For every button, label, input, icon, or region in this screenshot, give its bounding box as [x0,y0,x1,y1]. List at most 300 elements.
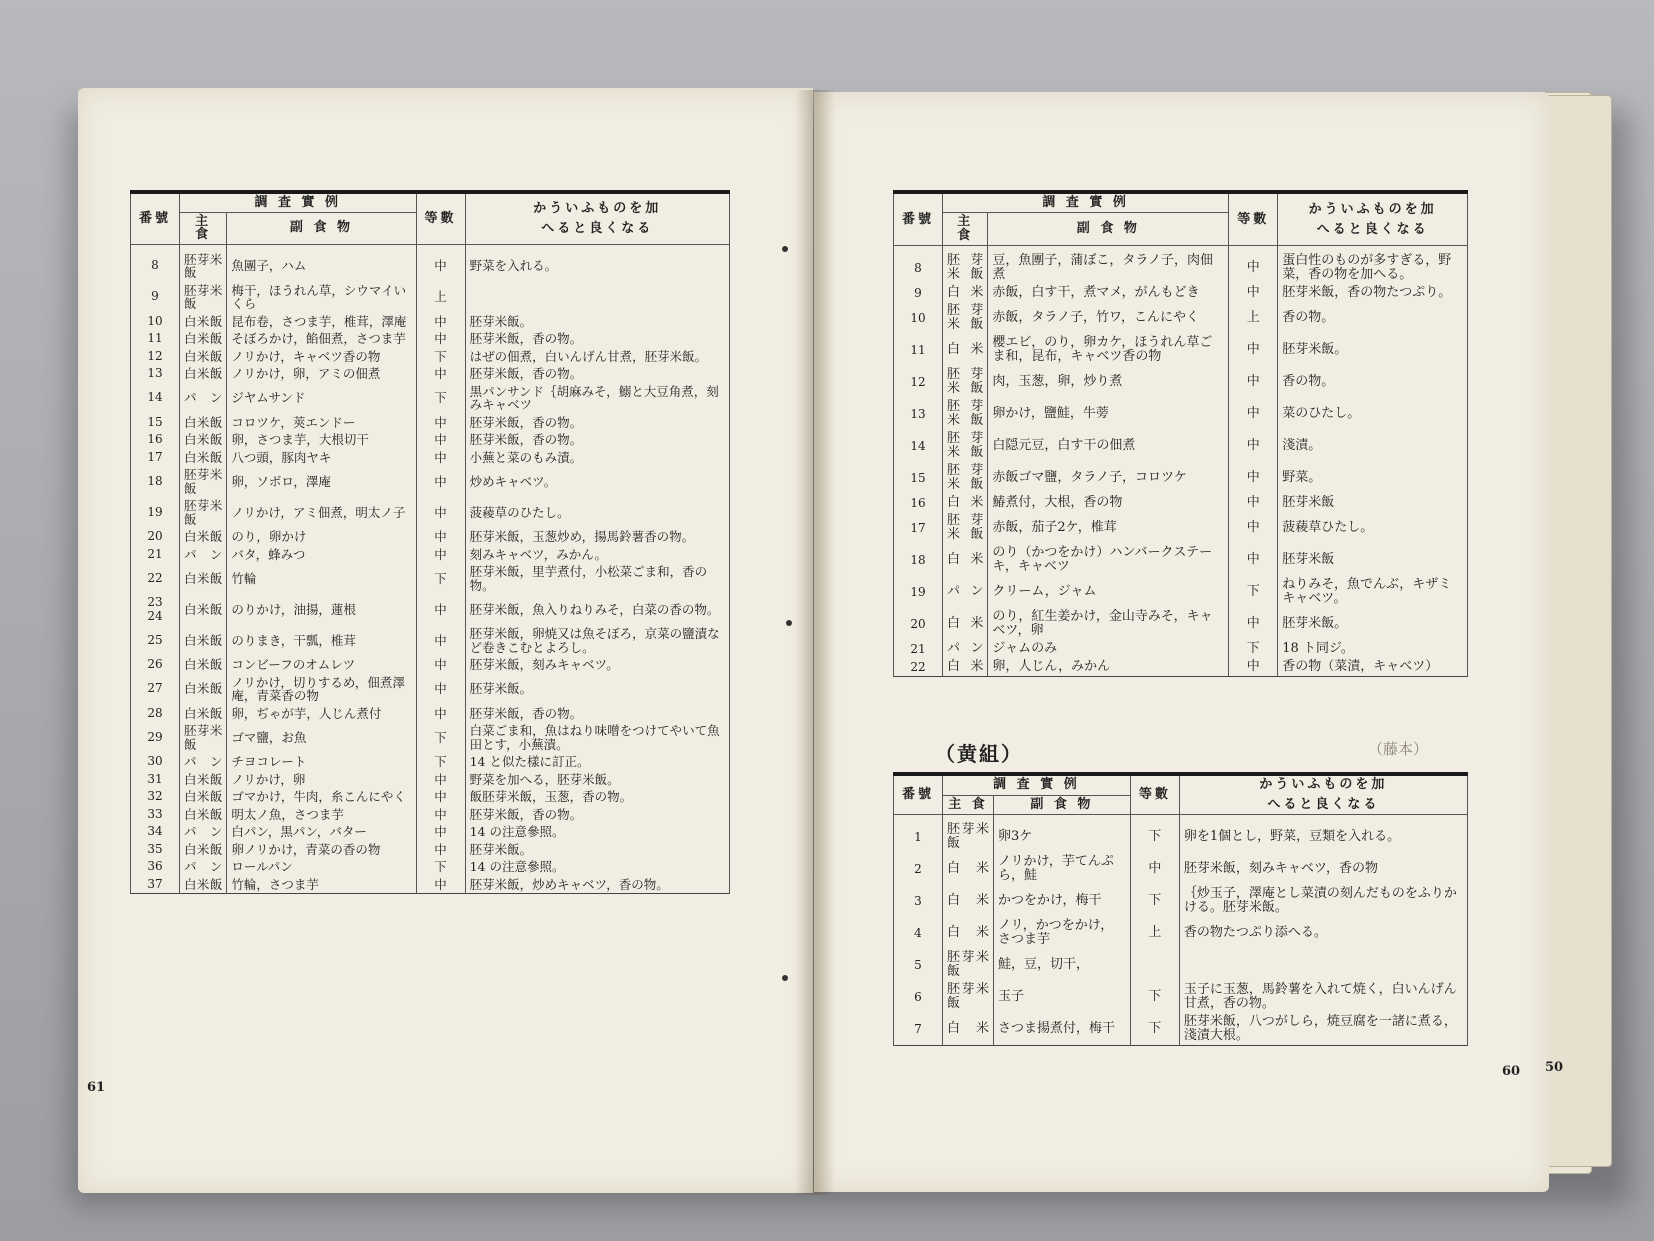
row-grade: 下 [1229,576,1278,608]
binding-hole [786,620,792,626]
row-main-dish: 白米飯 [180,449,227,467]
row-main-dish: パン [180,383,227,414]
row-main-dish: 胚芽米飯 [943,512,988,544]
row-suggestion: 胚芽米飯，香の物たつぷり。 [1278,284,1468,302]
book-gutter [795,90,835,1195]
table-row [894,544,1468,576]
row-main-dish: パン [180,753,227,771]
row-number: 22 [131,563,180,594]
row-grade [1130,949,1179,981]
row-grade: 中 [416,449,465,467]
row-main-dish: パン [180,858,227,876]
row-main-dish: 白米飯 [180,594,227,625]
row-main-dish: 白米 [943,853,994,885]
table-row [894,302,1468,334]
header-grade: 等數 [416,192,465,244]
row-main-dish: 白米 [943,494,988,512]
rows-right-bottom [894,815,1468,1046]
row-side-dish: のり（かつをかけ）ハンバークステーキ，キャベツ [988,544,1229,576]
header-grade: 等數 [1229,192,1278,246]
row-grade: 中 [1229,494,1278,512]
row-main-dish: 白米飯 [180,656,227,674]
binding-hole [782,975,788,981]
row-suggestion: ねりみそ，魚でんぶ，キザミキャベツ。 [1278,576,1468,608]
row-main-dish: パン [943,576,988,608]
row-number: 32 [131,788,180,806]
row-main-dish: 白米 [943,608,988,640]
row-side-dish: 卵，ソボロ，澤庵 [227,466,416,497]
row-side-dish: そぼろかけ，餡佃煮，さつま芋 [227,330,416,348]
table-row [894,576,1468,608]
row-side-dish: 赤飯，白す干，煮マメ，がんもどき [988,284,1229,302]
header-example: 調 査 實 例 [943,192,1229,213]
row-number: 20 [131,528,180,546]
row-main-dish: 胚芽米飯 [943,302,988,334]
header-example: 調 査 實 例 [180,192,417,212]
row-grade: 中 [416,771,465,789]
row-suggestion: 胚芽米飯，香の物。 [465,431,729,449]
row-side-dish: 赤飯，タラノ子，竹ワ，こんにやく [988,302,1229,334]
row-suggestion: 菠薐草のひたし。 [465,497,729,528]
row-suggestion: ｛炒玉子，澤庵とし菜漬の刻んだものをふりかける。胚芽米飯。 [1179,885,1467,917]
row-grade: 中 [416,656,465,674]
row-suggestion: 胚芽米飯。 [1278,334,1468,366]
row-number: 23 24 [131,594,180,625]
row-number: 33 [131,806,180,824]
table-row [894,334,1468,366]
row-grade: 下 [416,348,465,366]
row-main-dish: 白米飯 [180,674,227,705]
row-number: 28 [131,705,180,723]
row-grade: 中 [1229,284,1278,302]
row-number: 14 [894,430,943,462]
row-suggestion: 胚芽米飯，玉葱炒め，揚馬鈴薯香の物。 [465,528,729,546]
row-grade: 中 [416,497,465,528]
table-row [894,949,1468,981]
yellow-group-label: （黄組） [935,742,1023,766]
row-suggestion: 香の物（菜漬，キャベツ） [1278,658,1468,677]
row-number: 9 [894,284,943,302]
row-side-dish: 竹輪 [227,563,416,594]
row-suggestion: 胚芽米飯 [1278,544,1468,576]
row-side-dish: ノリかけ，芋てんぷら，鮭 [993,853,1130,885]
table-row [131,449,730,467]
row-number: 22 [894,658,943,677]
survey-table-right-bottom [893,772,1468,1046]
row-suggestion: 胚芽米飯，里芋煮付，小松菜ごま和，香の物。 [465,563,729,594]
row-grade: 下 [416,722,465,753]
row-grade: 中 [1229,658,1278,677]
row-grade: 中 [1229,512,1278,544]
row-main-dish: 白米飯 [180,625,227,656]
header-add: かういふものを加 へると良くなる [1179,774,1467,815]
row-side-dish: バタ，蜂みつ [227,546,416,564]
row-main-dish: 白米飯 [180,841,227,859]
row-main-dish: パン [180,546,227,564]
row-suggestion: 14 の注意參照。 [465,823,729,841]
row-suggestion: 刻みキャベツ，みかん。 [465,546,729,564]
row-number: 14 [131,383,180,414]
row-main-dish: 胚芽米飯 [180,244,227,282]
row-suggestion: 胚芽米飯，香の物。 [465,806,729,824]
row-number: 6 [894,981,943,1013]
page-number-right: 60 [1502,1064,1521,1079]
row-main-dish: 白米 [943,1013,994,1046]
row-grade: 下 [1130,981,1179,1013]
row-grade: 中 [416,546,465,564]
table-row [894,917,1468,949]
table-row [894,512,1468,544]
row-side-dish: コロツケ，莢エンドー [227,414,416,432]
row-main-dish: 胚芽米飯 [943,366,988,398]
table-row [894,608,1468,640]
row-number: 9 [131,282,180,313]
row-grade: 中 [416,244,465,282]
row-main-dish: 白米 [943,658,988,677]
row-number: 16 [894,494,943,512]
table-row [131,282,730,313]
row-side-dish: 卵ノリかけ，青菜の香の物 [227,841,416,859]
row-grade: 中 [1229,430,1278,462]
header-side: 副 食 物 [988,213,1229,246]
row-side-dish: ノリかけ，アミ佃煮，明太ノ子 [227,497,416,528]
row-grade: 中 [1229,462,1278,494]
row-suggestion: 野菜を加へる，胚芽米飯。 [465,771,729,789]
row-suggestion: 香の物。 [1278,366,1468,398]
header-grade: 等數 [1130,774,1179,815]
table-row [894,494,1468,512]
row-suggestion: 香の物。 [1278,302,1468,334]
row-side-dish: 昆布卷，さつま芋，椎茸，澤庵 [227,313,416,331]
table-row [131,313,730,331]
row-suggestion: 白菜ごま和，魚はねり味噌をつけてやいて魚田とす，小蕪漬。 [465,722,729,753]
table-row [131,806,730,824]
row-side-dish: 梅干，ほうれん草，シウマイいくら [227,282,416,313]
table-row [131,414,730,432]
row-grade: 下 [1130,815,1179,854]
row-side-dish: チヨコレート [227,753,416,771]
row-side-dish: 卵，ぢゃが芋，人じん煮付 [227,705,416,723]
table-row [894,658,1468,677]
row-side-dish: 鰆煮付，大根，香の物 [988,494,1229,512]
row-side-dish: ゴマかけ，牛肉，糸こんにやく [227,788,416,806]
row-side-dish: 魚團子，ハム [227,244,416,282]
header-num: 番號 [131,192,180,244]
row-number: 21 [894,640,943,658]
table-row [894,815,1468,854]
row-number: 27 [131,674,180,705]
row-number: 21 [131,546,180,564]
group-author-label: （藤本） [1368,740,1429,758]
row-number: 18 [894,544,943,576]
row-side-dish: のりまき，干瓢，椎茸 [227,625,416,656]
row-grade: 上 [1229,302,1278,334]
row-grade: 上 [416,282,465,313]
row-suggestion: 小蕪と菜のもみ漬。 [465,449,729,467]
row-number: 25 [131,625,180,656]
row-number: 10 [131,313,180,331]
row-grade: 中 [416,876,465,894]
table-row [131,594,730,625]
row-side-dish: コンビーフのオムレツ [227,656,416,674]
row-number: 8 [894,246,943,285]
row-side-dish: ノリ，かつをかけ，さつま芋 [993,917,1130,949]
row-number: 30 [131,753,180,771]
row-side-dish: クリーム，ジャム [988,576,1229,608]
table-row [131,383,730,414]
row-suggestion: 蛋白性のものが多すぎる，野菜，香の物を加へる。 [1278,246,1468,285]
row-side-dish: のりかけ，油揚，蓮根 [227,594,416,625]
row-suggestion [465,282,729,313]
table-row [131,546,730,564]
table-row [131,330,730,348]
row-side-dish: ジャムのみ [988,640,1229,658]
row-main-dish: 白米飯 [180,705,227,723]
row-main-dish: 胚芽米飯 [180,722,227,753]
row-main-dish: 白米 [943,334,988,366]
row-number: 8 [131,244,180,282]
header-example: 調 査 實 例 [943,774,1131,795]
row-side-dish: ノリかけ，卵 [227,771,416,789]
row-grade: 中 [1229,544,1278,576]
row-main-dish: 胚芽米飯 [943,430,988,462]
row-side-dish: ゴマ鹽，お魚 [227,722,416,753]
row-grade: 中 [416,466,465,497]
row-suggestion: 卵を1個とし，野菜，豆類を入れる。 [1179,815,1467,854]
row-suggestion: 胚芽米飯，刻みキャベツ。 [465,656,729,674]
row-side-dish: ノリかけ，卵，アミの佃煮 [227,365,416,383]
row-grade: 下 [1130,1013,1179,1046]
page-number-under: 50 [1545,1060,1564,1075]
row-side-dish: さつま揚煮付，梅干 [993,1013,1130,1046]
row-suggestion: 香の物たつぷり添へる。 [1179,917,1467,949]
row-suggestion: 14 と似た樣に訂正。 [465,753,729,771]
row-grade: 中 [416,365,465,383]
table-row [131,563,730,594]
table-row [894,366,1468,398]
row-suggestion: 菜のひたし。 [1278,398,1468,430]
row-number: 16 [131,431,180,449]
row-number: 26 [131,656,180,674]
row-grade: 中 [1229,334,1278,366]
row-side-dish: 櫻エビ，のり，卵カケ，ほうれん草ごま和，昆布，キャベツ香の物 [988,334,1229,366]
row-grade: 中 [416,674,465,705]
table-row [894,640,1468,658]
header-main: 主 食 [943,795,994,814]
row-suggestion: 炒めキャベツ。 [465,466,729,497]
row-number: 5 [894,949,943,981]
row-suggestion: 胚芽米飯。 [465,841,729,859]
row-main-dish: パン [180,823,227,841]
row-main-dish: 白米飯 [180,771,227,789]
row-grade: 中 [416,806,465,824]
table-row [131,753,730,771]
row-grade: 中 [416,431,465,449]
row-grade: 下 [416,563,465,594]
header-add: かういふものを加 へると良くなる [1278,192,1468,246]
row-number: 15 [131,414,180,432]
row-main-dish: 白米 [943,917,994,949]
table-row [131,497,730,528]
row-side-dish: 赤飯，茄子2ケ，椎茸 [988,512,1229,544]
row-main-dish: 白米飯 [180,806,227,824]
row-main-dish: 白米 [943,544,988,576]
table-row [894,885,1468,917]
row-main-dish: パン [943,640,988,658]
row-grade: 中 [416,625,465,656]
row-grade: 中 [1229,608,1278,640]
row-number: 29 [131,722,180,753]
row-side-dish: 卵，さつま芋，大根切干 [227,431,416,449]
table-row [131,705,730,723]
table-row [894,284,1468,302]
row-side-dish: 肉，玉葱，卵，炒り煮 [988,366,1229,398]
row-grade: 中 [416,313,465,331]
table-row [131,788,730,806]
row-main-dish: 白米飯 [180,876,227,894]
row-side-dish: 白パン，黒パン，バター [227,823,416,841]
row-grade: 中 [416,330,465,348]
row-main-dish: 白米 [943,885,994,917]
survey-table-right-top [893,190,1468,677]
row-grade: 中 [1229,246,1278,285]
table-row [131,858,730,876]
row-side-dish: 明太ノ魚，さつま芋 [227,806,416,824]
row-suggestion [1179,949,1467,981]
row-main-dish: 白米飯 [180,788,227,806]
row-grade: 上 [1130,917,1179,949]
table-row [131,823,730,841]
row-number: 4 [894,917,943,949]
row-suggestion: 胚芽米飯，魚入りねりみそ，白菜の香の物。 [465,594,729,625]
table-row [131,722,730,753]
header-add: かういふものを加 へると良くなる [465,192,729,244]
row-grade: 下 [416,383,465,414]
row-grade: 中 [416,528,465,546]
row-main-dish: 胚芽米飯 [943,462,988,494]
table-row [894,430,1468,462]
row-number: 11 [131,330,180,348]
row-side-dish: 竹輪，さつま芋 [227,876,416,894]
row-suggestion: はぜの佃煮，白いんげん甘煮，胚芽米飯。 [465,348,729,366]
row-suggestion: 野菜を入れる。 [465,244,729,282]
row-side-dish: ノリかけ，キャベツ香の物 [227,348,416,366]
row-suggestion: 胚芽米飯，卵焼又は魚そぼろ，京菜の鹽漬など卷きこむとよろし。 [465,625,729,656]
row-side-dish: ロールパン [227,858,416,876]
row-suggestion: 18 ト同ジ。 [1278,640,1468,658]
row-side-dish: 八つ頭，豚肉ヤキ [227,449,416,467]
row-side-dish: 赤飯ゴマ鹽，タラノ子，コロツケ [988,462,1229,494]
table-row [131,876,730,894]
binding-hole [782,246,788,252]
row-main-dish: 白米飯 [180,365,227,383]
row-number: 35 [131,841,180,859]
row-grade: 中 [416,414,465,432]
row-number: 7 [894,1013,943,1046]
table-row [894,853,1468,885]
row-suggestion: 14 の注意參照。 [465,858,729,876]
row-suggestion: 胚芽米飯，香の物。 [465,414,729,432]
table-row [894,981,1468,1013]
row-main-dish: 白米飯 [180,313,227,331]
table-row [131,348,730,366]
row-suggestion: 黒パンサンド｛胡麻みそ，鰯と大豆角煮，刻みキャベツ [465,383,729,414]
table-row [131,365,730,383]
row-main-dish: 白米 [943,284,988,302]
table-row [131,244,730,282]
row-side-dish: のり，紅生姜かけ，金山寺みそ，キャベツ，卵 [988,608,1229,640]
row-number: 36 [131,858,180,876]
row-grade: 中 [1229,366,1278,398]
row-main-dish: 胚芽米飯 [943,981,994,1013]
row-suggestion: 胚芽米飯，刻みキャベツ，香の物 [1179,853,1467,885]
row-suggestion: 飯胚芽米飯，玉葱，香の物。 [465,788,729,806]
table-row [894,246,1468,285]
row-grade: 中 [1130,853,1179,885]
page-number-left: 61 [87,1080,106,1095]
row-grade: 下 [1229,640,1278,658]
row-main-dish: 胚芽米飯 [180,282,227,313]
row-side-dish: ノリかけ，切りするめ，佃煮澤庵，青菜香の物 [227,674,416,705]
row-number: 13 [894,398,943,430]
row-side-dish: 卵3ケ [993,815,1130,854]
row-number: 17 [131,449,180,467]
row-main-dish: 胚芽米飯 [180,466,227,497]
row-main-dish: 胚芽米飯 [943,398,988,430]
row-number: 12 [131,348,180,366]
table-row [894,398,1468,430]
row-number: 15 [894,462,943,494]
row-grade: 中 [1229,398,1278,430]
row-number: 17 [894,512,943,544]
table-row [131,431,730,449]
row-suggestion: 胚芽米飯，香の物。 [465,705,729,723]
row-side-dish: 卵かけ，鹽鮭，牛蒡 [988,398,1229,430]
row-main-dish: 白米飯 [180,431,227,449]
row-main-dish: 胚芽米飯 [180,497,227,528]
header-side: 副 食 物 [227,212,416,244]
row-suggestion: 胚芽米飯，八つがしら，焼豆腐を一諸に煮る，淺漬大根。 [1179,1013,1467,1046]
table-row [894,1013,1468,1046]
row-number: 19 [131,497,180,528]
header-num: 番號 [894,192,943,246]
table-row [131,528,730,546]
row-grade: 中 [416,841,465,859]
row-number: 31 [131,771,180,789]
row-main-dish: 白米飯 [180,528,227,546]
row-main-dish: 白米飯 [180,414,227,432]
row-grade: 下 [416,753,465,771]
row-side-dish: ジヤムサンド [227,383,416,414]
row-grade: 下 [1130,885,1179,917]
row-number: 37 [131,876,180,894]
row-suggestion: 玉子に玉葱，馬鈴薯を入れて焼く，白いんげん甘煮，香の物。 [1179,981,1467,1013]
row-number: 19 [894,576,943,608]
row-grade: 中 [416,594,465,625]
row-suggestion: 野菜。 [1278,462,1468,494]
row-grade: 中 [416,823,465,841]
row-suggestion: 菠薐草ひたし。 [1278,512,1468,544]
row-number: 18 [131,466,180,497]
row-number: 10 [894,302,943,334]
row-main-dish: 胚芽米飯 [943,815,994,854]
rows-right-top [894,246,1468,677]
row-side-dish: 玉子 [993,981,1130,1013]
row-number: 11 [894,334,943,366]
table-row [131,466,730,497]
row-number: 3 [894,885,943,917]
row-grade: 中 [416,788,465,806]
